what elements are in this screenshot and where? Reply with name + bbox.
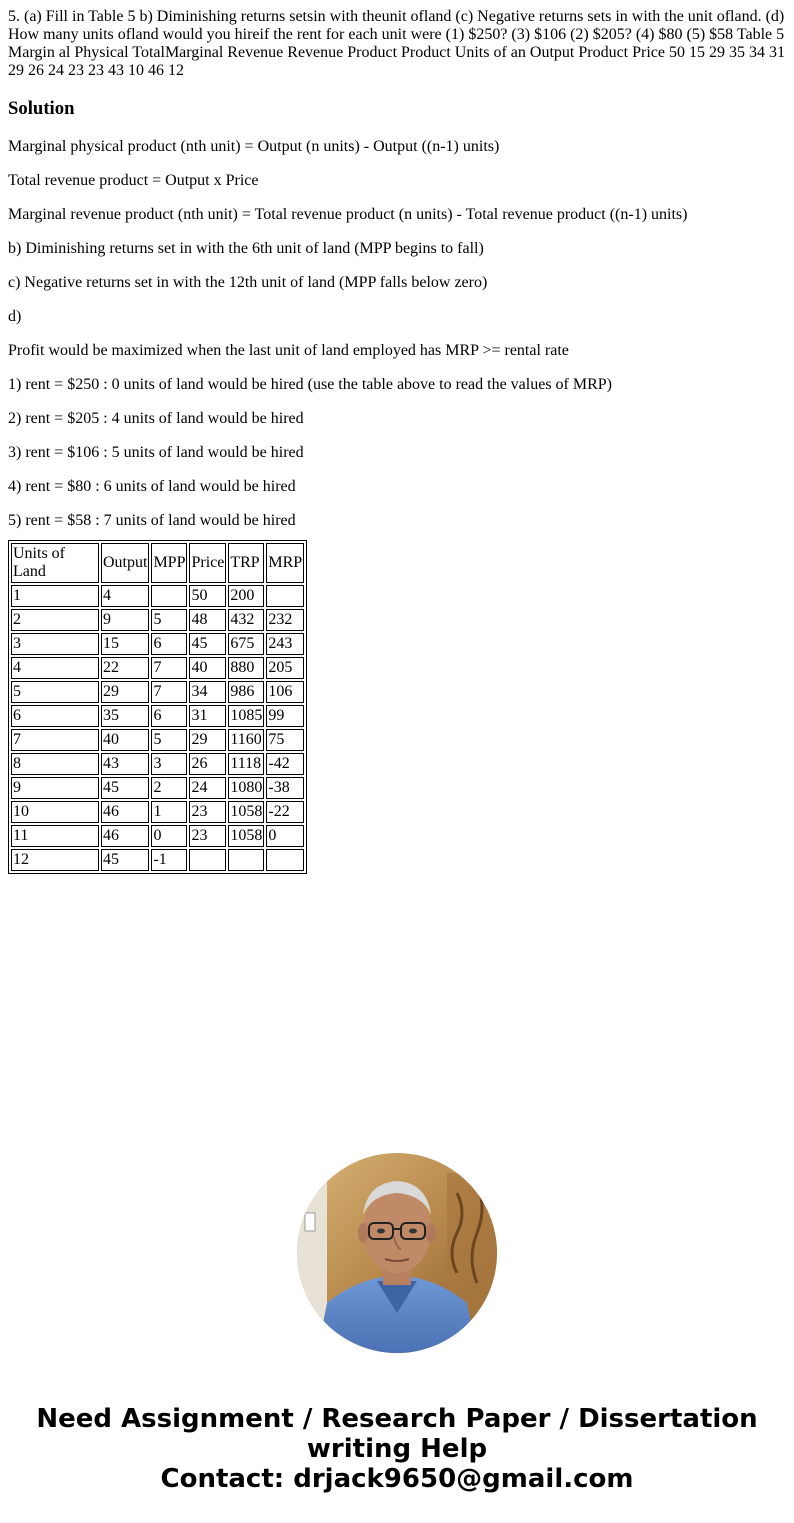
- table-cell-trp: 432: [228, 609, 264, 631]
- table-header-row: [11, 543, 304, 583]
- table-cell-units: 4: [11, 657, 99, 679]
- table-cell-price: 50: [189, 585, 226, 607]
- table-cell-mrp: 99: [266, 705, 304, 727]
- table-row: [11, 657, 304, 679]
- table-cell-trp: 1160: [228, 729, 264, 751]
- header-output: Output: [101, 543, 149, 583]
- table-cell-mrp: 205: [266, 657, 304, 679]
- question-text: 5. (a) Fill in Table 5 b) Diminishing returns setsin with theunit ofland (c) Negative returns sets in with the unit ofland. (d) How many units ofland would you hireif the rent for each unit were (1) $250? (3) $106 (2) $205? (4) $80 (5) $58 Table 5 Margin al Physical TotalMarginal Revenue Revenue Product Product Units of an Output Product Price 50 15 29 35 34 31 29 26 24 23 23 43 10 46 12: [8, 8, 785, 79]
- table-cell-units: 6: [11, 705, 99, 727]
- table-row: [11, 609, 304, 631]
- table-cell-output: 22: [101, 657, 149, 679]
- solution-line-rent-80: 4) rent = $80 : 6 units of land would be hired: [8, 478, 296, 495]
- table-cell-mpp: -1: [151, 849, 187, 871]
- table-row: [11, 801, 304, 823]
- table-cell-mpp: 7: [151, 681, 187, 703]
- solution-line-negative: c) Negative returns set in with the 12th unit of land (MPP falls below zero): [8, 274, 488, 291]
- table-cell-price: 23: [189, 825, 226, 847]
- table-cell-mrp: 75: [266, 729, 304, 751]
- table-cell-units: 9: [11, 777, 99, 799]
- table-row: [11, 681, 304, 703]
- table-cell-trp: 1058: [228, 825, 264, 847]
- table-row: [11, 825, 304, 847]
- table-cell-mrp: 243: [266, 633, 304, 655]
- table-cell-mpp: 3: [151, 753, 187, 775]
- solution-line-rent-58: 5) rent = $58 : 7 units of land would be hired: [8, 512, 296, 529]
- table-cell-output: 46: [101, 825, 149, 847]
- table-cell-units: 8: [11, 753, 99, 775]
- table-cell-trp: 1085: [228, 705, 264, 727]
- table-cell-mpp: [151, 585, 187, 607]
- answer-table: [8, 540, 307, 874]
- table-cell-output: 9: [101, 609, 149, 631]
- solution-line-mrp-def: Marginal revenue product (nth unit) = Total revenue product (n units) - Total revenue product ((n-1) units): [8, 206, 688, 223]
- solution-line-rent-250: 1) rent = $250 : 0 units of land would be hired (use the table above to read the values of MRP): [8, 376, 612, 393]
- table-cell-trp: 1058: [228, 801, 264, 823]
- header-price: Price: [189, 543, 226, 583]
- table-cell-output: 46: [101, 801, 149, 823]
- solution-line-trp-def: Total revenue product = Output x Price: [8, 172, 259, 189]
- table-cell-output: 4: [101, 585, 149, 607]
- table-cell-units: 2: [11, 609, 99, 631]
- table-cell-units: 12: [11, 849, 99, 871]
- author-avatar: [297, 1153, 497, 1353]
- table-cell-units: 5: [11, 681, 99, 703]
- solution-line-d: d): [8, 308, 22, 325]
- solution-line-mpp-def: Marginal physical product (nth unit) = Output (n units) - Output ((n-1) units): [8, 138, 500, 155]
- table-cell-mpp: 7: [151, 657, 187, 679]
- table-row: [11, 633, 304, 655]
- table-cell-mrp: -22: [266, 801, 304, 823]
- table-cell-output: 15: [101, 633, 149, 655]
- table-cell-mpp: 1: [151, 801, 187, 823]
- table-cell-output: 35: [101, 705, 149, 727]
- table-cell-mpp: 5: [151, 729, 187, 751]
- table-cell-price: 26: [189, 753, 226, 775]
- table-cell-trp: 1118: [228, 753, 264, 775]
- table-cell-output: 29: [101, 681, 149, 703]
- table-row: [11, 729, 304, 751]
- table-cell-mrp: [266, 585, 304, 607]
- table-cell-output: 40: [101, 729, 149, 751]
- author-portrait-image: [297, 1153, 497, 1353]
- solution-line-rent-106: 3) rent = $106 : 5 units of land would be hired: [8, 444, 304, 461]
- table-cell-mpp: 6: [151, 633, 187, 655]
- table-cell-price: 48: [189, 609, 226, 631]
- table-row: [11, 585, 304, 607]
- table-cell-trp: 986: [228, 681, 264, 703]
- table-cell-mrp: 0: [266, 825, 304, 847]
- table-cell-trp: 200: [228, 585, 264, 607]
- table-row: [11, 705, 304, 727]
- table-cell-trp: 1080: [228, 777, 264, 799]
- table-cell-units: 3: [11, 633, 99, 655]
- table-cell-price: [189, 849, 226, 871]
- table-cell-units: 7: [11, 729, 99, 751]
- solution-line-rent-205: 2) rent = $205 : 4 units of land would be hired: [8, 410, 304, 427]
- table-cell-price: 45: [189, 633, 226, 655]
- table-cell-price: 31: [189, 705, 226, 727]
- table-cell-trp: 880: [228, 657, 264, 679]
- table-row: [11, 777, 304, 799]
- table-cell-units: 1: [11, 585, 99, 607]
- table-cell-price: 34: [189, 681, 226, 703]
- table-row: [11, 753, 304, 775]
- table-cell-output: 45: [101, 849, 149, 871]
- table-cell-price: 24: [189, 777, 226, 799]
- table-cell-mrp: 232: [266, 609, 304, 631]
- footer-line-2: writing Help: [306, 1434, 488, 1464]
- table-cell-output: 43: [101, 753, 149, 775]
- table-cell-output: 45: [101, 777, 149, 799]
- table-cell-trp: [228, 849, 264, 871]
- table-cell-mrp: 106: [266, 681, 304, 703]
- header-trp: TRP: [228, 543, 264, 583]
- header-units-of-land: Units of Land: [11, 543, 99, 583]
- table-cell-trp: 675: [228, 633, 264, 655]
- table-cell-price: 40: [189, 657, 226, 679]
- table-cell-mpp: 5: [151, 609, 187, 631]
- solution-line-profit-rule: Profit would be maximized when the last unit of land employed has MRP >= rental rate: [8, 342, 569, 359]
- table-cell-units: 10: [11, 801, 99, 823]
- answer-table-body: [11, 543, 304, 871]
- solution-line-diminishing: b) Diminishing returns set in with the 6th unit of land (MPP begins to fall): [8, 240, 484, 257]
- table-cell-mrp: [266, 849, 304, 871]
- footer-contact: Contact: drjack9650@gmail.com: [160, 1464, 634, 1494]
- table-cell-mpp: 0: [151, 825, 187, 847]
- table-cell-mpp: 2: [151, 777, 187, 799]
- table-cell-mpp: 6: [151, 705, 187, 727]
- header-mrp: MRP: [266, 543, 304, 583]
- footer-banner: [0, 1404, 794, 1494]
- table-row: [11, 849, 304, 871]
- footer-line-1: Need Assignment / Research Paper / Dissertation: [36, 1404, 758, 1434]
- solution-heading: Solution: [8, 98, 75, 119]
- header-mpp: MPP: [151, 543, 187, 583]
- table-cell-mrp: -38: [266, 777, 304, 799]
- table-cell-mrp: -42: [266, 753, 304, 775]
- table-cell-price: 29: [189, 729, 226, 751]
- table-cell-price: 23: [189, 801, 226, 823]
- table-cell-units: 11: [11, 825, 99, 847]
